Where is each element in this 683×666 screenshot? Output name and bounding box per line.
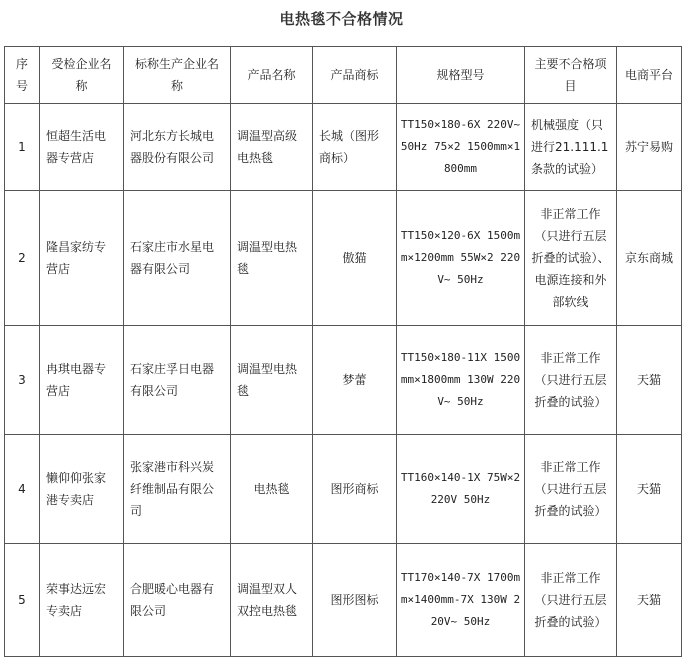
cell-manufacturer: 张家港市科兴炭纤维制品有限公司 — [124, 435, 231, 544]
cell-company: 恒超生活电器专营店 — [40, 104, 124, 191]
cell-defect: 机械强度（只进行21.111.1条款的试验） — [525, 104, 617, 191]
cell-model: TT150×120-6X 1500mm×1200mm 55W×2 220V~ 50Hz — [397, 191, 525, 326]
header-row — [5, 47, 682, 104]
cell-company: 懒仰仰张家港专卖店 — [40, 435, 124, 544]
cell-no: 5 — [5, 544, 40, 657]
table-row — [5, 544, 682, 657]
cell-model: TT150×180-6X 220V~50Hz 75×2 1500mm×1800mm — [397, 104, 525, 191]
cell-platform: 天猫 — [617, 544, 682, 657]
table-row — [5, 435, 682, 544]
defect-table — [4, 46, 682, 657]
cell-brand: 图形图标 — [313, 544, 397, 657]
cell-product: 调温型双人双控电热毯 — [231, 544, 313, 657]
cell-company: 荣事达远宏专卖店 — [40, 544, 124, 657]
page-title: 电热毯不合格情况 — [279, 10, 404, 28]
header-no: 序号 — [5, 47, 40, 104]
cell-product: 调温型电热毯 — [231, 191, 313, 326]
cell-defect: 非正常工作（只进行五层折叠的试验） — [525, 326, 617, 435]
cell-platform: 京东商城 — [617, 191, 682, 326]
cell-model: TT170×140-7X 1700mm×1400mm-7X 130W 220V~ 50Hz — [397, 544, 525, 657]
cell-manufacturer: 石家庄孚日电器有限公司 — [124, 326, 231, 435]
cell-platform: 天猫 — [617, 326, 682, 435]
cell-no: 3 — [5, 326, 40, 435]
cell-defect: 非正常工作（只进行五层折叠的试验） — [525, 544, 617, 657]
cell-model: TT150×180-11X 1500mm×1800mm 130W 220V~ 50Hz — [397, 326, 525, 435]
cell-model: TT160×140-1X 75W×2 220V 50Hz — [397, 435, 525, 544]
cell-company: 隆昌家纺专营店 — [40, 191, 124, 326]
cell-brand: 梦蕾 — [313, 326, 397, 435]
header-manufacturer: 标称生产企业名称 — [124, 47, 231, 104]
cell-manufacturer: 河北东方长城电器股份有限公司 — [124, 104, 231, 191]
cell-no: 2 — [5, 191, 40, 326]
cell-no: 1 — [5, 104, 40, 191]
cell-brand: 长城（图形商标） — [313, 104, 397, 191]
cell-brand: 傲猫 — [313, 191, 397, 326]
header-company: 受检企业名称 — [40, 47, 124, 104]
header-model: 规格型号 — [397, 47, 525, 104]
cell-no: 4 — [5, 435, 40, 544]
cell-platform: 苏宁易购 — [617, 104, 682, 191]
table-row — [5, 104, 682, 191]
header-defect: 主要不合格项目 — [525, 47, 617, 104]
cell-product: 调温型电热毯 — [231, 326, 313, 435]
cell-defect: 非正常工作（只进行五层折叠的试验）、电源连接和外部软线 — [525, 191, 617, 326]
cell-company: 冉琪电器专营店 — [40, 326, 124, 435]
table-row — [5, 326, 682, 435]
cell-defect: 非正常工作（只进行五层折叠的试验） — [525, 435, 617, 544]
cell-platform: 天猫 — [617, 435, 682, 544]
cell-brand: 图形商标 — [313, 435, 397, 544]
header-platform: 电商平台 — [617, 47, 682, 104]
table-row — [5, 191, 682, 326]
cell-manufacturer: 石家庄市水星电器有限公司 — [124, 191, 231, 326]
cell-manufacturer: 合肥暖心电器有限公司 — [124, 544, 231, 657]
header-product: 产品名称 — [231, 47, 313, 104]
cell-product: 电热毯 — [231, 435, 313, 544]
cell-product: 调温型高级电热毯 — [231, 104, 313, 191]
header-brand: 产品商标 — [313, 47, 397, 104]
